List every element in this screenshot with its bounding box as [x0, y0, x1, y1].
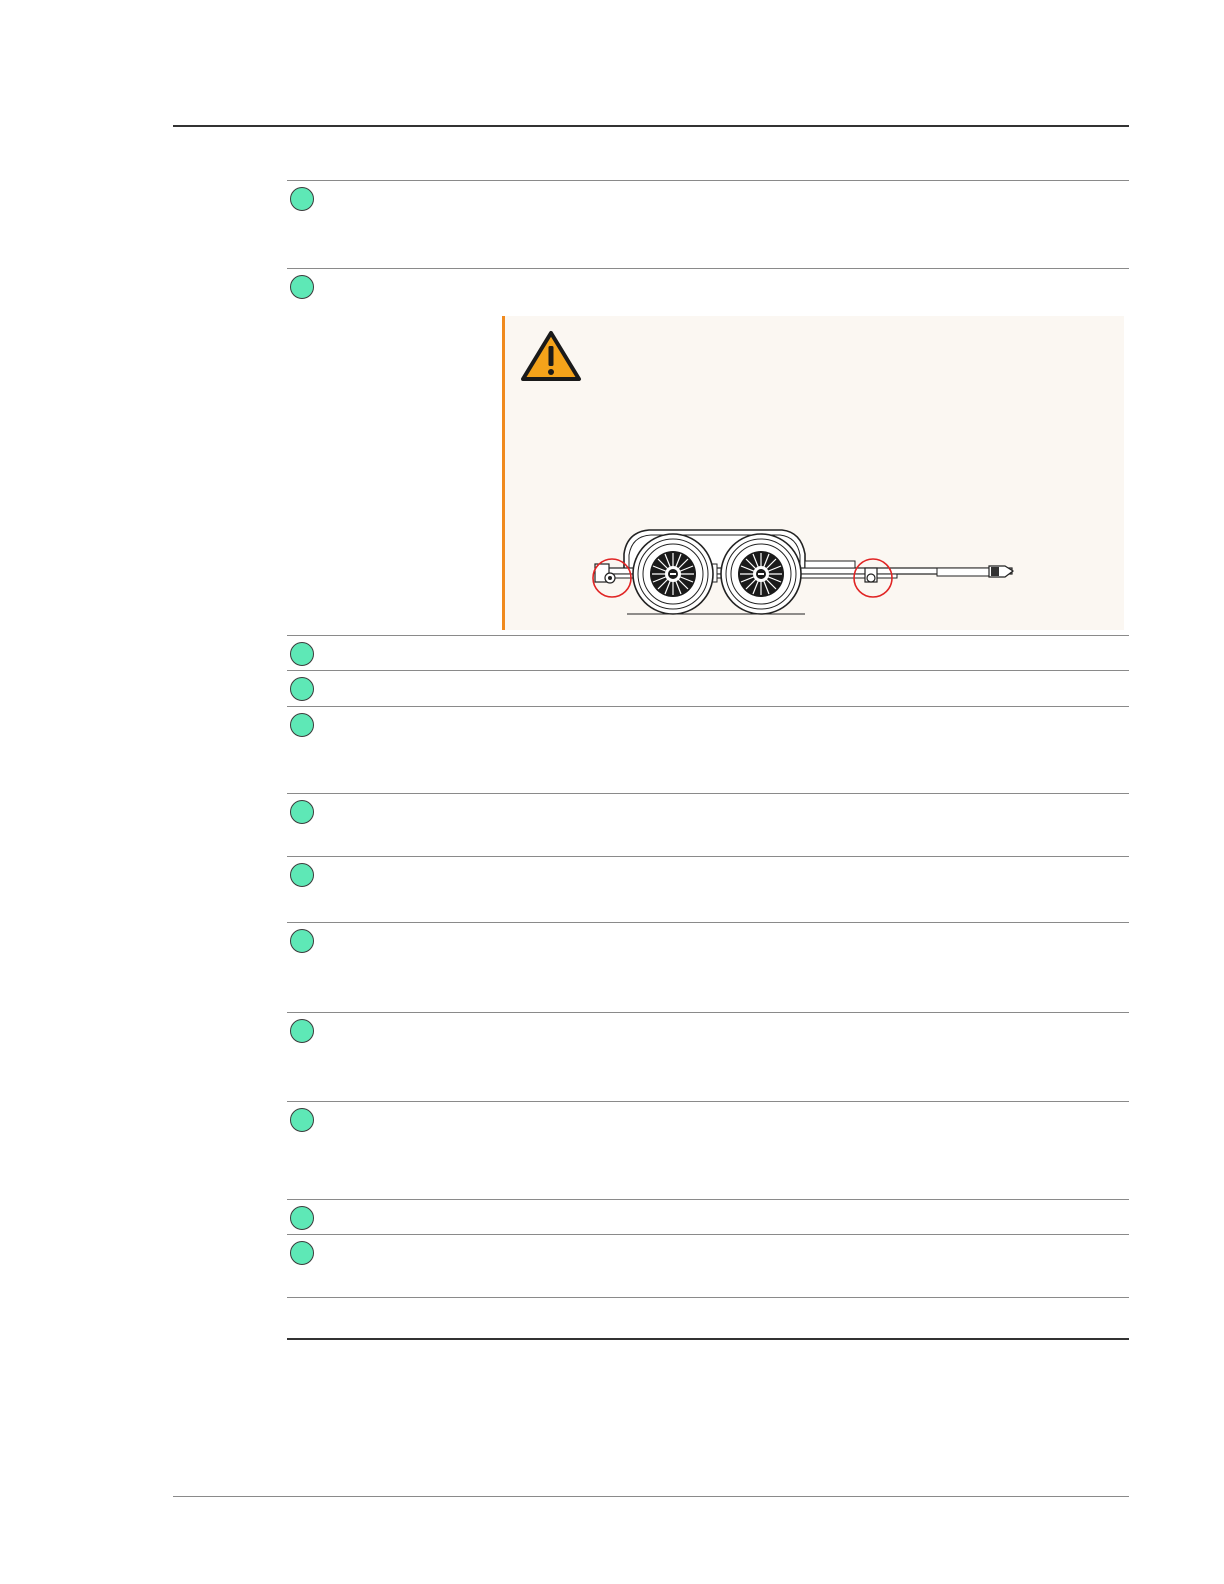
step-row-9 [287, 1012, 1129, 1101]
footer-rule [173, 1496, 1129, 1497]
step-row-5 [287, 706, 1129, 793]
step-marker-icon [290, 187, 314, 211]
step-row-8 [287, 922, 1129, 1012]
step-row-4 [287, 670, 1129, 706]
warning-triangle-icon [520, 330, 582, 382]
step-row-1 [287, 180, 1129, 268]
step-marker-icon [290, 1206, 314, 1230]
header-rule [173, 125, 1129, 127]
step-marker-icon [290, 713, 314, 737]
trailer-illustration [587, 520, 1017, 620]
step-marker-icon [290, 929, 314, 953]
warning-callout [502, 316, 1124, 630]
table-bottom-rule [287, 1338, 1129, 1340]
step-marker-icon [290, 800, 314, 824]
step-marker-icon [290, 863, 314, 887]
step-marker-icon [290, 1108, 314, 1132]
step-row-7 [287, 856, 1129, 922]
step-marker-icon [290, 677, 314, 701]
step-row-12 [287, 1234, 1129, 1297]
step-marker-icon [290, 1241, 314, 1265]
step-marker-icon [290, 1019, 314, 1043]
step-row-11 [287, 1199, 1129, 1234]
step-marker-icon [290, 275, 314, 299]
step-row-3 [287, 635, 1129, 670]
step-row-6 [287, 793, 1129, 856]
row-separator [287, 1297, 1129, 1298]
step-marker-icon [290, 642, 314, 666]
step-row-10 [287, 1101, 1129, 1199]
